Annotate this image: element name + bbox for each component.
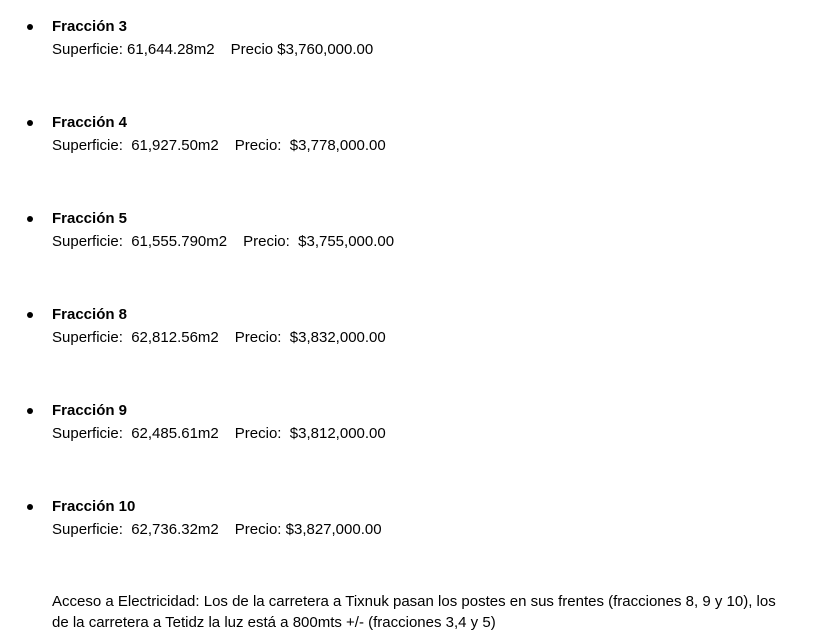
bullet-icon <box>27 216 33 222</box>
fraction-item-8 <box>0 303 840 349</box>
bullet-icon <box>27 312 33 318</box>
superficie-value: Superficie: 61,644.28m2 <box>52 41 215 58</box>
fraction-title: Fracción 5 <box>52 210 128 227</box>
precio-value: Precio: $3,755,000.00 <box>243 233 395 250</box>
fraction-detail <box>52 518 840 541</box>
fraction-item-10 <box>0 495 840 541</box>
bullet-icon <box>27 408 33 414</box>
note-line-2: de la carretera a Tetidz la luz está a 800mts +/- (fracciones 3,4 y 5) <box>52 614 496 631</box>
precio-value: Precio: $3,827,000.00 <box>234 521 382 538</box>
precio-value: Precio: $3,832,000.00 <box>234 329 386 346</box>
fraction-detail <box>52 422 840 445</box>
bullet-icon <box>27 504 33 510</box>
superficie-value: Superficie: 61,555.790m2 <box>52 233 228 250</box>
fraction-item-4 <box>0 111 840 157</box>
fraction-detail <box>52 134 840 157</box>
fraction-item-3 <box>0 15 840 61</box>
superficie-value: Superficie: 61,927.50m2 <box>52 137 219 154</box>
fraction-detail <box>52 38 840 61</box>
note-line-1: Acceso a Electricidad: Los de la carretera a Tixnuk pasan los postes en sus frentes (fracciones 8, 9 y 10), los <box>52 593 776 610</box>
bullet-icon <box>27 120 33 126</box>
fraction-item-9 <box>0 399 840 445</box>
precio-value: Precio: $3,778,000.00 <box>234 137 386 154</box>
fraction-item-5 <box>0 207 840 253</box>
fraction-title: Fracción 9 <box>52 402 128 419</box>
electricity-access-note <box>52 591 800 633</box>
fraction-detail <box>52 326 840 349</box>
superficie-value: Superficie: 62,736.32m2 <box>52 521 219 538</box>
superficie-value: Superficie: 62,812.56m2 <box>52 329 219 346</box>
precio-value: Precio: $3,812,000.00 <box>234 425 386 442</box>
superficie-value: Superficie: 62,485.61m2 <box>52 425 219 442</box>
precio-value: Precio $3,760,000.00 <box>230 41 374 58</box>
fraction-title: Fracción 8 <box>52 306 128 323</box>
bullet-icon <box>27 24 33 30</box>
fraction-detail <box>52 230 840 253</box>
fraction-title: Fracción 4 <box>52 114 128 131</box>
fraction-title: Fracción 10 <box>52 498 136 515</box>
fraction-title: Fracción 3 <box>52 18 128 35</box>
